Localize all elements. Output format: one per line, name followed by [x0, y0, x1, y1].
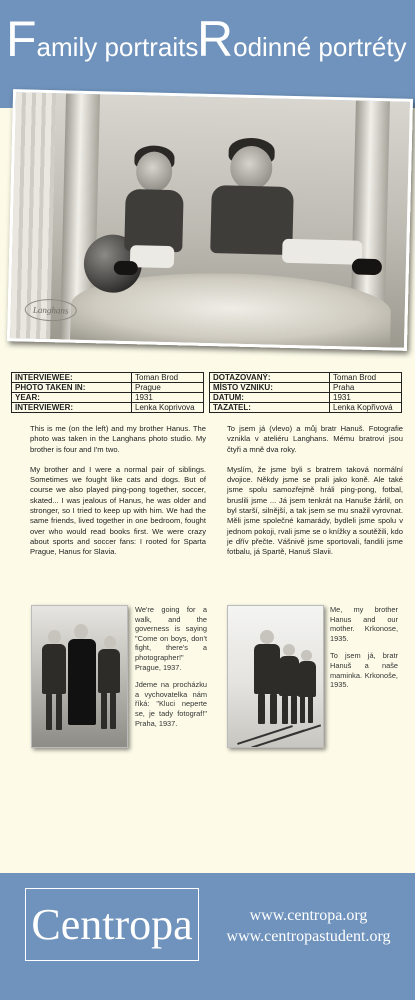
story-paragraph: To jsem já (vlevo) a můj bratr Hanuš. Fotografie vznikla v ateliéru Langhans. Mému bratrovi jsou čtyři a mně dva roky.	[227, 424, 403, 454]
centropa-logo: Centropa	[31, 900, 193, 949]
info-row	[210, 373, 402, 383]
info-label: YEAR:	[12, 393, 132, 403]
title-english-rest: amily portraits	[36, 32, 199, 62]
story-paragraph: My brother and I were a normal pair of siblings. Sometimes we fought like cats and dogs. But of course we also played ping-pong together, soccer, skated... I was jealous of Hanus, he was older and stronger, so I tried to keep up with him. We had the same friends, lived together in one bedroom, fought over who would read books first. We were crazy about sports and soccer fans: I rooted for Sparta Prague, Hanus for Slavia.	[30, 464, 206, 557]
main-family-photo	[7, 89, 413, 351]
ski-photo	[227, 605, 324, 748]
footer-url-link[interactable]: www.centropastudent.org	[226, 928, 391, 945]
info-value: Praha	[330, 383, 402, 393]
title-czech	[197, 11, 407, 67]
info-value: 1931	[132, 393, 204, 403]
walk-photo	[31, 605, 128, 748]
title-english-initial: F	[6, 11, 37, 67]
info-label: INTERVIEWEE:	[12, 373, 132, 383]
info-label: MÍSTO VZNIKU:	[210, 383, 330, 393]
story-paragraph: This is me (on the left) and my brother Hanus. The photo was taken in the Langhans photo studio. My brother is four and I'm two.	[30, 424, 206, 454]
title-czech-initial: R	[197, 11, 234, 67]
info-table-czech	[209, 372, 402, 413]
info-value: Lenka Koprivova	[132, 403, 204, 413]
info-label: TAZATEL:	[210, 403, 330, 413]
story-paragraph: Myslím, že jsme byli s bratrem taková normální dvojice. Někdy jsme se prali jako koně. Ale také jsme spolu samozřejmě hráli ping-pong, fotbal, bruslili jsme ... Já jsem tenkrát na Hanuše žárlil, on byl starší, silnější, a tak jsem se mu snažil vyrovnat. Měli jsme společné kamarády, bydleli jsme spolu v jednom pokoji, rvali jsme se o knížky a soutěžili, kdo je dřív přečte. Vášnivě jsme sportovali, fandili jsme fotbalu, já Spartě, Hanuš Slavii.	[227, 464, 403, 557]
info-value: Prague	[132, 383, 204, 393]
info-value: Toman Brod	[132, 373, 204, 383]
caption-english: We're going for a walk, and the governess is saying "Come on boys, don't fight, there's a photographer!" Prague, 1937.	[135, 605, 207, 672]
footer-urls	[216, 905, 401, 947]
info-row	[12, 383, 204, 393]
info-label: INTERVIEWER:	[12, 403, 132, 413]
caption-czech: Jdeme na procházku a vychovatelka nám říká: "Kluci neperte se, je tady fotograf!" Praha, 1937.	[135, 680, 207, 728]
caption-czech: To jsem já, bratr Hanuš a naše maminka. Krkonoše, 1935.	[330, 651, 398, 690]
footer-url-link[interactable]: www.centropa.org	[249, 907, 368, 924]
info-row	[12, 403, 204, 413]
info-value: Lenka Kopřivová	[330, 403, 402, 413]
photo-studio-stamp: Langhans	[24, 299, 77, 322]
info-row	[210, 393, 402, 403]
info-row	[12, 393, 204, 403]
info-value: Toman Brod	[330, 373, 402, 383]
info-row	[210, 403, 402, 413]
ski-photo-caption	[330, 605, 398, 698]
title-czech-rest: odinné portréty	[233, 32, 407, 62]
info-label: DOTAZOVANÝ:	[210, 373, 330, 383]
title-english	[6, 11, 199, 67]
story-text-english	[30, 424, 206, 568]
info-row	[210, 383, 402, 393]
story-text-czech	[227, 424, 403, 568]
info-row	[12, 373, 204, 383]
info-label: DATUM:	[210, 393, 330, 403]
info-label: PHOTO TAKEN IN:	[12, 383, 132, 393]
walk-photo-caption	[135, 605, 207, 736]
info-value: 1931	[330, 393, 402, 403]
caption-english: Me, my brother Hanus and our mother. Krkonose, 1935.	[330, 605, 398, 643]
info-table-english	[11, 372, 204, 413]
